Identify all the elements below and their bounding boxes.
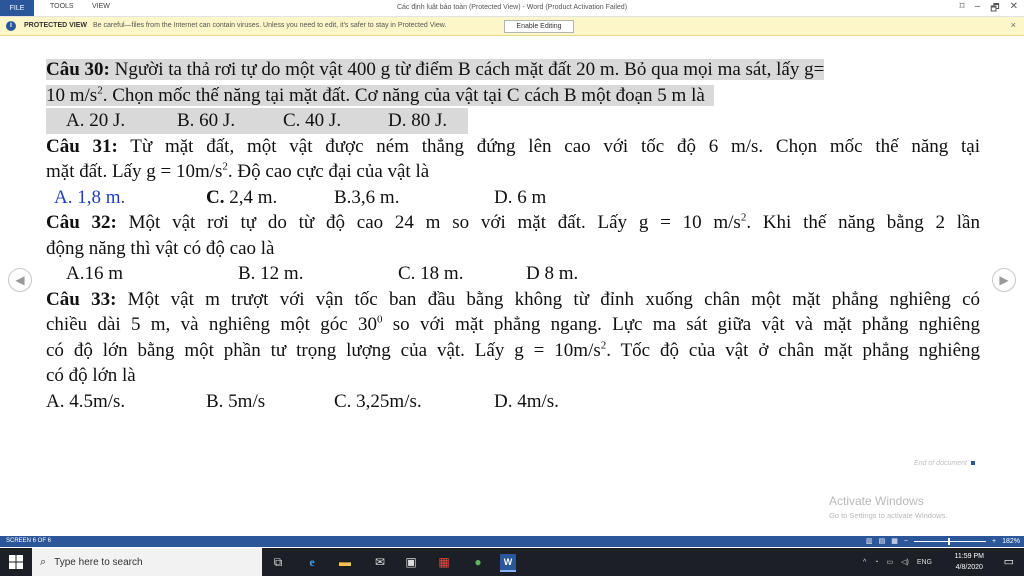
question-32-sup: 2: [740, 211, 747, 224]
volume-icon[interactable]: ◁): [901, 559, 909, 566]
search-placeholder: Type here to search: [54, 556, 143, 568]
question-32-text-1a: Một vật rơi tự do từ độ cao 24 m so với mặt đất. Lấy g = 10 m/s: [116, 212, 741, 233]
zoom-slider-thumb[interactable]: [948, 538, 950, 545]
network-icon[interactable]: ◔: [874, 558, 879, 566]
question-33-options: [46, 389, 980, 415]
question-31-text-2b: . Độ cao cực đại của vật là: [227, 161, 430, 182]
question-33-line-2: [46, 312, 980, 338]
option-a: A. 20 J.: [66, 110, 126, 131]
status-right: [866, 537, 1020, 545]
option-b: B. 5m/s: [206, 390, 266, 412]
previous-screen-icon[interactable]: ◀: [8, 268, 32, 292]
question-33-number: Câu 33:: [46, 288, 117, 310]
option-c: C. 40 J.: [283, 110, 342, 131]
clock[interactable]: [955, 551, 984, 573]
menu-view[interactable]: VIEW: [92, 3, 110, 10]
status-bar: [0, 536, 1024, 547]
option-a: A. 4.5m/s.: [46, 390, 126, 412]
windows-logo-icon: [9, 555, 23, 569]
end-marker-icon: [971, 461, 975, 465]
task-view-icon[interactable]: ⧉: [273, 555, 283, 569]
question-33-text-1: Một vật m trượt với vận tốc ban đầu bằng không từ đỉnh xuống chân một mặt phẳng nghiêng có: [116, 288, 980, 310]
question-31-text-1: Từ mặt đất, một vật được ném thẳng đứng lên cao với tốc độ 6 m/s. Chọn mốc thế năng tại: [117, 135, 981, 157]
tray-expand-icon[interactable]: ^: [862, 558, 867, 566]
activate-subtitle: Go to Settings to activate Windows.: [829, 511, 948, 520]
option-c-letter: C.: [206, 186, 225, 208]
clock-time: 11:59 PM: [954, 553, 984, 560]
question-30-text-2a: 10 m/s: [46, 84, 98, 106]
minimize-icon[interactable]: –: [974, 1, 981, 12]
system-tray: [863, 548, 932, 576]
question-30-line-1: [46, 57, 980, 83]
taskbar: [0, 548, 1024, 576]
question-32-line-1: [46, 210, 980, 236]
shield-icon: i: [6, 21, 16, 31]
language-indicator[interactable]: ENG: [916, 558, 932, 566]
next-screen-icon[interactable]: ▶: [992, 268, 1016, 292]
window-controls: [960, 1, 1018, 18]
question-30-options: [46, 108, 980, 134]
taskbar-search[interactable]: [32, 548, 262, 576]
menu-tools[interactable]: TOOLS: [50, 3, 74, 10]
option-d: D 8 m.: [526, 263, 579, 284]
mail-icon[interactable]: ✉: [374, 555, 386, 569]
app-icon[interactable]: ▦: [438, 555, 450, 569]
close-icon[interactable]: ✕: [1009, 1, 1018, 12]
activate-windows-watermark: [829, 494, 947, 520]
search-icon: ⌕: [40, 555, 47, 568]
enable-editing-button[interactable]: Enable Editing: [504, 20, 574, 33]
question-31-sup: 2: [222, 160, 228, 173]
question-31-text-2a: mặt đất. Lấy g = 10m/s: [46, 161, 223, 182]
question-32-text-1b: . Khi thế năng bằng 2 lần: [746, 212, 980, 233]
end-of-document-label: End of document: [914, 460, 967, 467]
file-explorer-icon[interactable]: ▬: [339, 555, 351, 569]
question-30-line-2: [46, 83, 980, 109]
restore-icon[interactable]: 🗗: [990, 3, 1000, 14]
zoom-slider[interactable]: [914, 541, 986, 542]
store-icon[interactable]: ▣: [405, 555, 417, 569]
notifications-icon[interactable]: ▭: [1003, 556, 1014, 568]
zoom-level[interactable]: 182%: [1002, 537, 1020, 545]
protected-view-bar: [0, 17, 1024, 36]
option-d: D. 4m/s.: [494, 390, 559, 412]
document-body: [46, 57, 980, 414]
question-33-line-3: [46, 338, 980, 364]
protected-view-label: PROTECTED VIEW: [24, 22, 88, 29]
question-31-line-1: [46, 134, 980, 160]
option-a: A.16 m: [66, 263, 123, 284]
end-of-document: [914, 460, 975, 467]
option-b: B. 60 J.: [177, 110, 236, 131]
question-32-options: [46, 261, 980, 287]
option-c: [206, 185, 277, 211]
question-30-number: Câu 30:: [46, 59, 110, 80]
close-bar-icon[interactable]: ×: [1010, 20, 1016, 30]
question-31-line-2: [46, 159, 980, 185]
option-c: C. 3,25m/s.: [334, 390, 422, 412]
question-33-text-2a: chiều dài 5 m, và nghiêng một góc 30: [46, 314, 377, 335]
question-31-number: Câu 31:: [46, 135, 118, 157]
window-title: Các định luật bảo toàn (Protected View) - Word (Product Activation Failed): [396, 4, 628, 11]
title-bar: [0, 0, 1024, 17]
question-33-line-4: có độ lớn là: [46, 365, 136, 386]
battery-icon[interactable]: ▭: [886, 559, 894, 566]
question-33-text-2b: so với mặt phẳng ngang. Lực ma sát giữa vật và mặt phẳng nghiêng: [382, 314, 980, 335]
browser-app-icon[interactable]: ●: [474, 555, 482, 569]
question-30-text-2b: . Chọn mốc thế năng tại mặt đất. Cơ năng của vật tại C cách B một đoạn 5 m là: [102, 84, 705, 106]
word-app-icon[interactable]: W: [500, 554, 516, 572]
option-a: A. 1,8 m.: [54, 186, 126, 208]
print-layout-icon[interactable]: ▤: [878, 538, 886, 545]
option-c-text: 2,4 m.: [224, 186, 278, 208]
edge-icon[interactable]: e: [309, 555, 315, 569]
question-32-number: Câu 32:: [46, 212, 117, 233]
option-c: C. 18 m.: [398, 263, 464, 284]
zoom-out-icon[interactable]: −: [903, 537, 908, 545]
option-d: D. 6 m: [494, 186, 547, 208]
question-33-sup: 2: [600, 339, 607, 352]
option-d: D. 80 J.: [388, 110, 448, 131]
start-button[interactable]: [0, 548, 32, 576]
question-31-options: [46, 185, 980, 211]
question-33-line-1: [46, 287, 980, 313]
question-30-sup: 2: [97, 84, 103, 97]
read-mode-icon[interactable]: ▥: [866, 538, 873, 545]
option-b: B. 12 m.: [238, 263, 304, 284]
screen-indicator: SCREEN 6 OF 6: [6, 538, 52, 544]
protected-view-message: Be careful—files from the Internet can contain viruses. Unless you need to edit, it's safer to stay in Protected View.: [93, 22, 447, 29]
question-32-line-2: động năng thì vật có độ cao là: [46, 237, 275, 259]
clock-date: 4/8/2020: [955, 564, 983, 571]
web-layout-icon[interactable]: ▦: [891, 538, 898, 545]
question-33-sup-degree: 0: [376, 313, 383, 326]
zoom-in-icon[interactable]: +: [992, 537, 997, 545]
activate-title: Activate Windows: [829, 494, 924, 508]
ribbon-display-icon[interactable]: ⌑: [959, 1, 965, 12]
menu-file-label: FILE: [9, 4, 25, 12]
question-33-text-3a: có độ lớn bằng một phần tư trọng lượng của vật. Lấy g = 10m/s: [46, 339, 601, 361]
question-33-text-3b: . Tốc độ của vật ở chân mặt phẳng nghiêng: [606, 339, 980, 361]
option-b: B.3,6 m.: [334, 186, 400, 208]
question-30-text-1: Người ta thả rơi tự do một vật 400 g từ điểm B cách mặt đất 20 m. Bỏ qua mọi ma sát, lấy g=: [109, 59, 825, 80]
